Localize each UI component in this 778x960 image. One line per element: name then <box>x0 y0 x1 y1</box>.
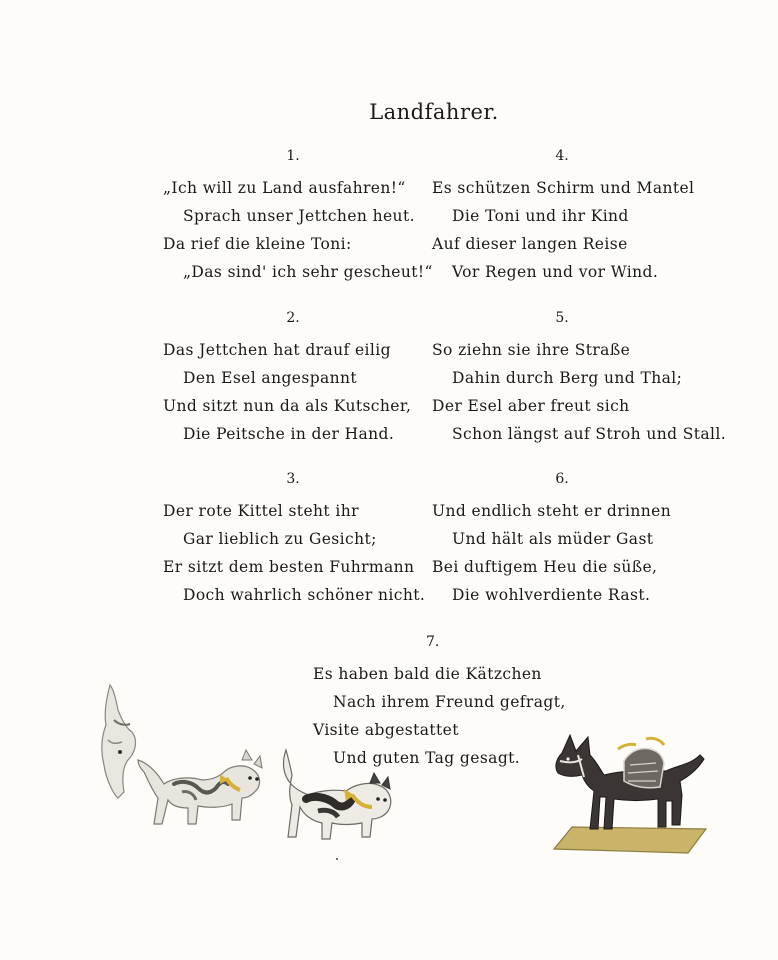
verse-line: Nach ihrem Freund gefragt, <box>333 693 566 711</box>
kittens-illustration <box>92 680 272 840</box>
verse-line: Und endlich steht er drinnen <box>432 502 672 520</box>
verse-line: Das Jettchen hat drauf eilig <box>163 341 391 359</box>
verse-line: Er sitzt dem besten Fuhrmann <box>163 558 415 576</box>
verse-line: Der rote Kittel steht ihr <box>163 502 359 520</box>
verse-line: Und sitzt nun da als Kutscher, <box>163 397 412 415</box>
climbing-kitten-icon <box>102 685 136 798</box>
stanza-number: 5. <box>555 310 569 326</box>
stanza-3 <box>163 471 426 609</box>
verse-line: Gar lieblich zu Gesicht; <box>183 530 377 548</box>
stanza-number: 3. <box>286 471 300 487</box>
stanza-number: 7. <box>426 634 440 650</box>
walking-kitten-icon <box>138 750 262 824</box>
verse-line: Vor Regen und vor Wind. <box>452 263 659 281</box>
stanza-number: 4. <box>555 148 569 164</box>
donkey-illustration <box>548 725 713 855</box>
ink-speck <box>336 858 338 860</box>
verse-line: Da rief die kleine Toni: <box>163 235 352 253</box>
verse-line: Visite abgestattet <box>313 721 459 739</box>
stanza-6 <box>432 471 692 609</box>
verse-line: Es haben bald die Kätzchen <box>313 665 542 683</box>
verse-line: Und hält als müder Gast <box>452 530 654 548</box>
verse-line: Dahin durch Berg und Thal; <box>452 369 683 387</box>
stanza-number: 2. <box>286 310 300 326</box>
verse-line: Den Esel angespannt <box>183 369 358 387</box>
kitten-icon <box>284 750 391 839</box>
toy-donkey-icon <box>554 735 706 853</box>
verse-line: Schon längst auf Stroh und Stall. <box>452 425 727 443</box>
verse-line: Und guten Tag gesagt. <box>333 749 521 767</box>
verse-line: Die Toni und ihr Kind <box>452 207 629 225</box>
stanza-2 <box>163 310 423 448</box>
stanza-1 <box>163 148 433 286</box>
verse-line: „Das sind' ich sehr gescheut!“ <box>183 263 433 281</box>
stanza-number: 1. <box>286 148 300 164</box>
verse-line: Bei duftigem Heu die süße, <box>432 558 658 576</box>
verse-line: Der Esel aber freut sich <box>432 397 630 415</box>
verse-line: „Ich will zu Land ausfahren!“ <box>163 179 406 197</box>
verse-line: Sprach unser Jettchen heut. <box>183 207 415 225</box>
stanza-number: 6. <box>555 471 569 487</box>
verse-line: Doch wahrlich schöner nicht. <box>183 586 426 604</box>
verse-line: Die Peitsche in der Hand. <box>183 425 395 443</box>
kitten-illustration <box>278 745 403 845</box>
poem-title: Landfahrer. <box>369 100 499 124</box>
stanza-4 <box>432 148 695 286</box>
verse-line: So ziehn sie ihre Straße <box>432 341 631 359</box>
verse-line: Die wohlverdiente Rast. <box>452 586 651 604</box>
verse-line: Es schützen Schirm und Mantel <box>432 179 695 197</box>
stanza-5 <box>432 310 727 448</box>
verse-line: Auf dieser langen Reise <box>432 235 628 253</box>
